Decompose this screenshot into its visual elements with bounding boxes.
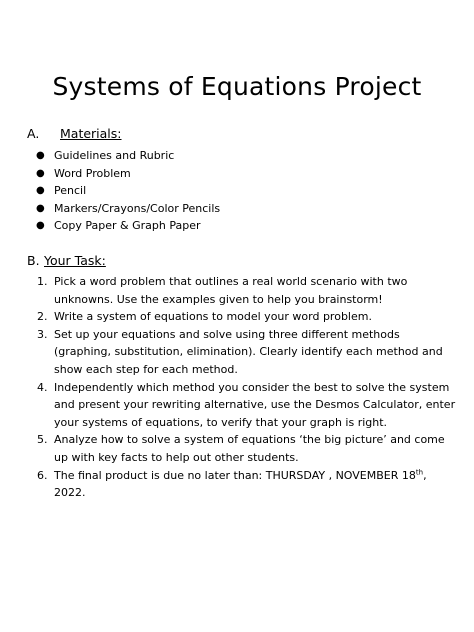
section-a-heading (27, 126, 122, 142)
materials-list (32, 147, 452, 235)
list-item: 2. Write a system of equations to model your word problem. (37, 310, 372, 324)
list-item: 3. Set up your equations and solve using three different methods (graphing, substitution, elimination). Clearly identify each method and show each step for each method. (37, 327, 443, 376)
list-item: ● Copy Paper & Graph Paper (32, 217, 452, 235)
list-item: ● Markers/Crayons/Color Pencils (32, 200, 452, 218)
bullet-icon: ● (36, 185, 45, 197)
bullet-icon: ● (36, 220, 45, 232)
list-item: ● Word Problem (32, 165, 452, 183)
list-item: ● Guidelines and Rubric (32, 147, 452, 165)
task-list (37, 273, 457, 502)
list-item: 1. Pick a word problem that outlines a real world scenario with two unknowns. Use the examples given to help you brainstorm! (37, 275, 408, 306)
bullet-icon: ● (36, 150, 45, 161)
bullet-icon: ● (36, 202, 45, 214)
date-suffix: th (415, 467, 424, 476)
section-a-letter: A. (27, 126, 40, 141)
section-a-title: Materials: (60, 126, 122, 141)
section-b-heading (27, 253, 106, 269)
page-title: Systems of Equations Project (52, 72, 422, 101)
list-item: 5. Analyze how to solve a system of equations ‘the big picture’ and come up with key facts to help out other students. (37, 433, 445, 464)
bullet-icon: ● (36, 167, 45, 179)
list-item: 6. The final product is due no later than: THURSDAY , NOVEMBER 18th, 2022. (37, 467, 427, 500)
due-date-text: The final product is due no later than: THURSDAY , NOVEMBER 18 (54, 468, 416, 482)
list-item: ● Pencil (32, 182, 452, 200)
list-item: 4. Independently which method you consider the best to solve the system and present your rewriting alternative, use the Desmos Calculator, enter your systems of equations, to verify that your graph is right. (37, 380, 456, 429)
section-b-letter: B. (27, 253, 40, 268)
section-b-title: Your Task: (44, 253, 106, 268)
